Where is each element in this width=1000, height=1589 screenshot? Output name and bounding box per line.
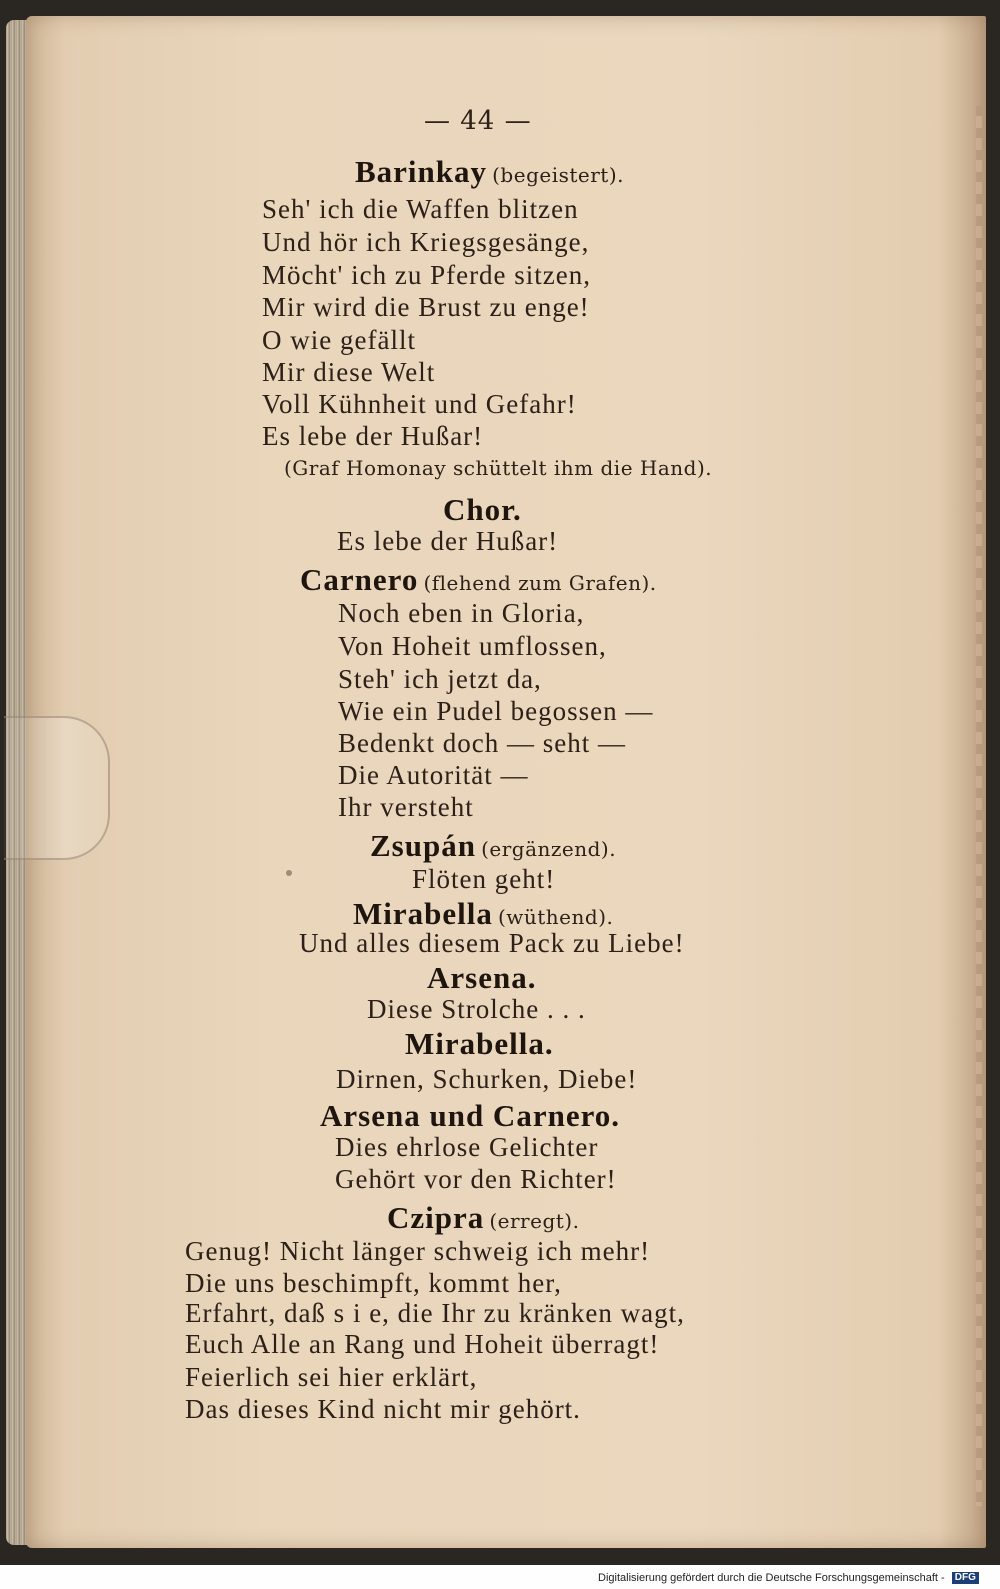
verse-line: Noch eben in Gloria, [338, 598, 585, 628]
speaker-name: Chor. [443, 492, 522, 527]
speaker-heading [355, 156, 624, 187]
speaker-heading [300, 564, 657, 595]
stage-direction: (begeistert). [492, 163, 624, 187]
verse-line: Genug! Nicht länger schweig ich mehr! [185, 1236, 651, 1266]
verse-line: Bedenkt doch — seht — [338, 728, 626, 758]
verse-line: Gehört vor den Richter! [335, 1164, 617, 1194]
verse-line: Erfahrt, daß s i e, die Ihr zu kränken wagt, [185, 1298, 685, 1328]
credit-text: Digitalisierung gefördert durch die Deutsche Forschungsgemeinschaft - [598, 1572, 945, 1584]
verse-line: Flöten geht! [412, 864, 556, 894]
verse-line: Und hör ich Kriegsgesänge, [262, 227, 590, 257]
speaker-name: Arsena. [427, 960, 537, 995]
verse-line: Wie ein Pudel begossen — [338, 696, 654, 726]
verse-line: Und alles diesem Pack zu Liebe! [299, 928, 685, 958]
speaker-name: Barinkay [355, 154, 488, 189]
speaker-heading [387, 1202, 579, 1233]
verse-line: Mir diese Welt [262, 357, 436, 387]
stage-direction: (wüthend). [497, 905, 614, 929]
verse-line: Euch Alle an Rang und Hoheit überragt! [185, 1329, 660, 1359]
stage-direction: (erregt). [489, 1209, 580, 1233]
verse-line: Die uns beschimpft, kommt her, [185, 1268, 562, 1298]
verse-line: Mir wird die Brust zu enge! [262, 292, 590, 322]
verse-line: Die Autorität — [338, 760, 529, 790]
page-clip [4, 716, 110, 860]
stage-direction: (flehend zum Grafen). [423, 571, 657, 595]
dfg-logo-icon: DFG [952, 1572, 979, 1584]
speaker-name: Zsupán [370, 828, 476, 863]
speaker-heading [353, 898, 613, 929]
verse-line: Möcht' ich zu Pferde sitzen, [262, 260, 592, 290]
page-number: — 44 — [424, 106, 532, 136]
verse-line: Es lebe der Hußar! [337, 526, 559, 556]
speaker-name: Arsena und Carnero. [320, 1098, 621, 1133]
stage-direction: (ergänzend). [481, 837, 617, 861]
digitization-credit [598, 1572, 979, 1584]
verse-line: Das dieses Kind nicht mir gehört. [185, 1394, 581, 1424]
verse-line: Diese Strolche . . . [367, 994, 586, 1024]
speaker-heading [370, 830, 616, 861]
verse-line: Dirnen, Schurken, Diebe! [336, 1064, 638, 1094]
page-right-edge [976, 106, 982, 1506]
verse-line: Ihr versteht [338, 792, 474, 822]
verse-line: Feierlich sei hier erklärt, [185, 1362, 478, 1392]
speaker-name: Mirabella [353, 896, 493, 931]
verse-line: Steh' ich jetzt da, [338, 664, 542, 694]
verse-line: Dies ehrlose Gelichter [335, 1132, 599, 1162]
verse-line: Es lebe der Hußar! [262, 421, 484, 451]
verse-line: O wie gefällt [262, 325, 416, 355]
speaker-name: Czipra [387, 1200, 485, 1235]
verse-line: Von Hoheit umflossen, [338, 631, 607, 661]
verse-line: Voll Kühnheit und Gefahr! [262, 389, 577, 419]
speaker-name: Mirabella. [405, 1026, 554, 1061]
paper-spot [286, 870, 292, 876]
stage-direction: (Graf Homonay schüttelt ihm die Hand). [284, 456, 713, 480]
verse-line: Seh' ich die Waffen blitzen [262, 194, 579, 224]
speaker-name: Carnero [300, 562, 419, 597]
